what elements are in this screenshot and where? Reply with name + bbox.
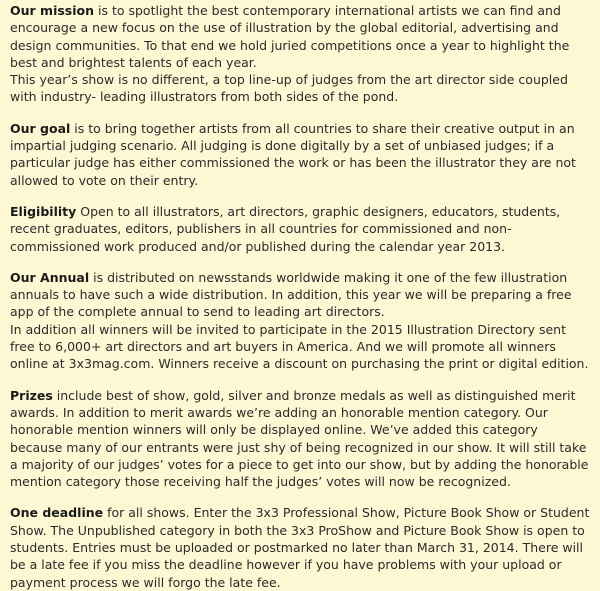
eligibility-text: Open to all illustrators, art directors, graphic designers, educators, students, recent graduates, editors, publishers in all countries for commissioned and non-commissioned work produced and/or published during the calendar year 2013. xyxy=(10,203,561,254)
prizes-heading: Prizes xyxy=(10,387,53,403)
goal-section xyxy=(10,120,591,189)
goal-heading: Our goal xyxy=(10,120,71,136)
annual-section xyxy=(10,269,591,373)
prizes-text: include best of show, gold, silver and bronze medals as well as distinguished merit awards. In addition to merit awards we’re adding an honorable mention category. Our honorable mention winners will only be displayed online. We’ve added this category because many of our entrants were just shy of being recognized in our show. It will still take a majority of our judges’ votes for a piece to get into our show, but by adding the honorable mention category those receiving half the judges’ votes will now be recognized. xyxy=(10,387,589,490)
goal-text: is to bring together artists from all countries to share their creative output in an impartial judging scenario. All judging is done digitally by a set of unbiased judges; if a particular judge has either commissioned the work or has been the illustrator they are not allowed to vote on their entry. xyxy=(10,120,576,188)
deadline-paragraph xyxy=(10,504,591,590)
mission-section xyxy=(10,2,591,106)
annual-heading: Our Annual xyxy=(10,269,90,285)
prizes-paragraph xyxy=(10,387,591,491)
annual-paragraph xyxy=(10,269,591,321)
mission-paragraph xyxy=(10,2,591,71)
mission-text-2: This year’s show is no different, a top line-up of judges from the art director side coupled with industry- leading illustrators from both sides of the pond. xyxy=(10,72,568,105)
eligibility-section xyxy=(10,203,591,255)
mission-heading: Our mission xyxy=(10,3,95,18)
annual-text-2: In addition all winners will be invited to participate in the 2015 Illustration Directory sent free to 6,000+ art directors and art buyers in America. And we will promote all winners online at 3x3mag.com. Winners receive a discount on purchasing the print or digital edition. xyxy=(10,321,589,372)
deadline-text: for all shows. Enter the 3x3 Professional Show, Picture Book Show or Student Show. The Unpublished category in both the 3x3 ProShow and Picture Book Show is open to students. Entries must be uploaded or postmarked no later than March 31, 2014. There will be a late fee if you miss the deadline however if you have problems with your upload or payment process we will forgo the late fee. xyxy=(10,505,590,590)
deadline-section xyxy=(10,504,591,590)
deadline-heading: One deadline xyxy=(10,505,104,521)
mission-text: is to spotlight the best contemporary international artists we can find and encourage a new focus on the use of illustration by the global editorial, advertising and design communities. To that end we hold juried competitions once a year to highlight the best and brightest talents of each year. xyxy=(10,3,570,70)
goal-paragraph xyxy=(10,120,591,189)
prizes-section xyxy=(10,387,591,491)
eligibility-heading: Eligibility xyxy=(10,203,77,219)
eligibility-paragraph xyxy=(10,203,591,255)
annual-text: is distributed on newsstands worldwide making it one of the few illustration annuals to have such a wide distribution. In addition, this year we will be preparing a free app of the complete annual to send to leading art directors. xyxy=(10,269,572,320)
